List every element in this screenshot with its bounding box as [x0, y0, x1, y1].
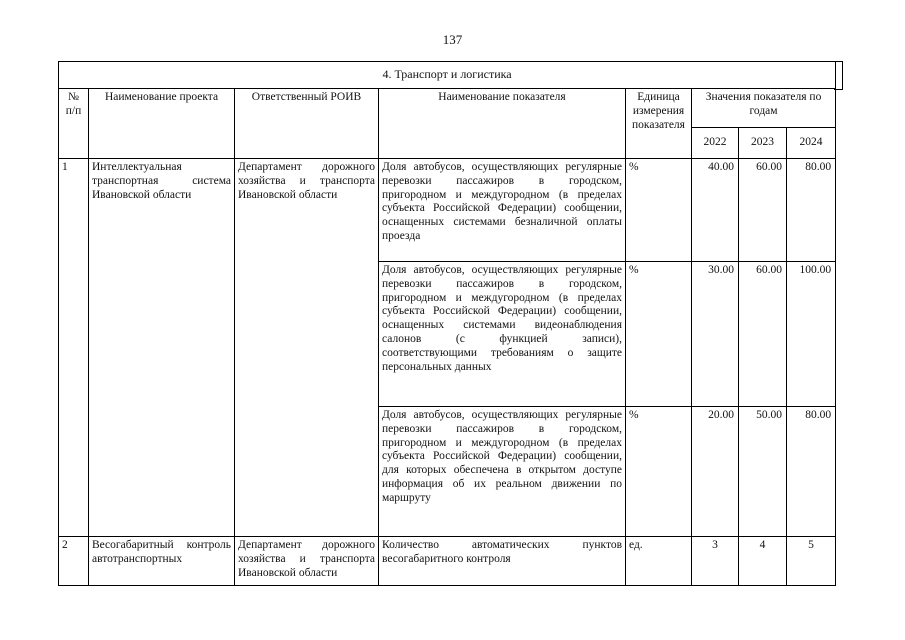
value-2024: 5 — [787, 537, 836, 586]
header-indicator: Наименование показателя — [379, 89, 626, 159]
section-title: 4. Транспорт и логистика — [59, 62, 836, 89]
indicator-name: Доля автобусов, осуществляющих регулярные перевозки пассажиров в городском, пригородном и междугородном (в пределах субъекта Российской Федерации) сообщении, для которых обеспечена в открытом доступе информация об их реальном движении по маршруту — [379, 407, 626, 537]
header-num: № п/п — [59, 89, 89, 159]
value-2024: 100.00 — [787, 262, 836, 407]
indicators-table — [58, 61, 836, 586]
indicator-name: Количество автоматических пунктов весогабаритного контроля — [379, 537, 626, 586]
header-year-2023: 2023 — [739, 128, 787, 159]
header-values: Значения показателя по годам — [692, 89, 836, 128]
header-unit: Единица измерения показателя — [626, 89, 692, 159]
table-row — [59, 537, 836, 586]
value-2023: 60.00 — [739, 262, 787, 407]
value-2023: 60.00 — [739, 159, 787, 262]
project-name: Интеллектуальная транспортная система Ивановской области — [89, 159, 235, 537]
indicator-unit: % — [626, 262, 692, 407]
value-2024: 80.00 — [787, 159, 836, 262]
table-row — [59, 159, 836, 262]
responsible-roiv: Департамент дорожного хозяйства и транспорта Ивановской области — [235, 159, 379, 537]
responsible-roiv: Департамент дорожного хозяйства и транспорта Ивановской области — [235, 537, 379, 586]
row-num: 2 — [59, 537, 89, 586]
indicator-name: Доля автобусов, осуществляющих регулярные перевозки пассажиров в городском, пригородном и междугородном (в пределах субъекта Российской Федерации) сообщении, оснащенных системами видеонаблюдения салонов (с функцией записи), соответствующими требованиям о защите персональных данных — [379, 262, 626, 407]
value-2023: 50.00 — [739, 407, 787, 537]
value-2022: 3 — [692, 537, 739, 586]
header-year-2022: 2022 — [692, 128, 739, 159]
page-number: 137 — [442, 32, 463, 47]
header-year-2024: 2024 — [787, 128, 836, 159]
indicator-name: Доля автобусов, осуществляющих регулярные перевозки пассажиров в городском, пригородном и междугородном (в пределах субъекта Российской Федерации) сообщении, оснащенных системами безналичной оплаты проезда — [379, 159, 626, 262]
project-name: Весогабаритный контроль автотранспортных — [89, 537, 235, 586]
value-2022: 30.00 — [692, 262, 739, 407]
value-2022: 20.00 — [692, 407, 739, 537]
indicator-unit: % — [626, 407, 692, 537]
row-num: 1 — [59, 159, 89, 537]
indicator-unit: ед. — [626, 537, 692, 586]
indicator-unit: % — [626, 159, 692, 262]
header-project: Наименование проекта — [89, 89, 235, 159]
value-2022: 40.00 — [692, 159, 739, 262]
value-2023: 4 — [739, 537, 787, 586]
header-roiv: Ответственный РОИВ — [235, 89, 379, 159]
value-2024: 80.00 — [787, 407, 836, 537]
